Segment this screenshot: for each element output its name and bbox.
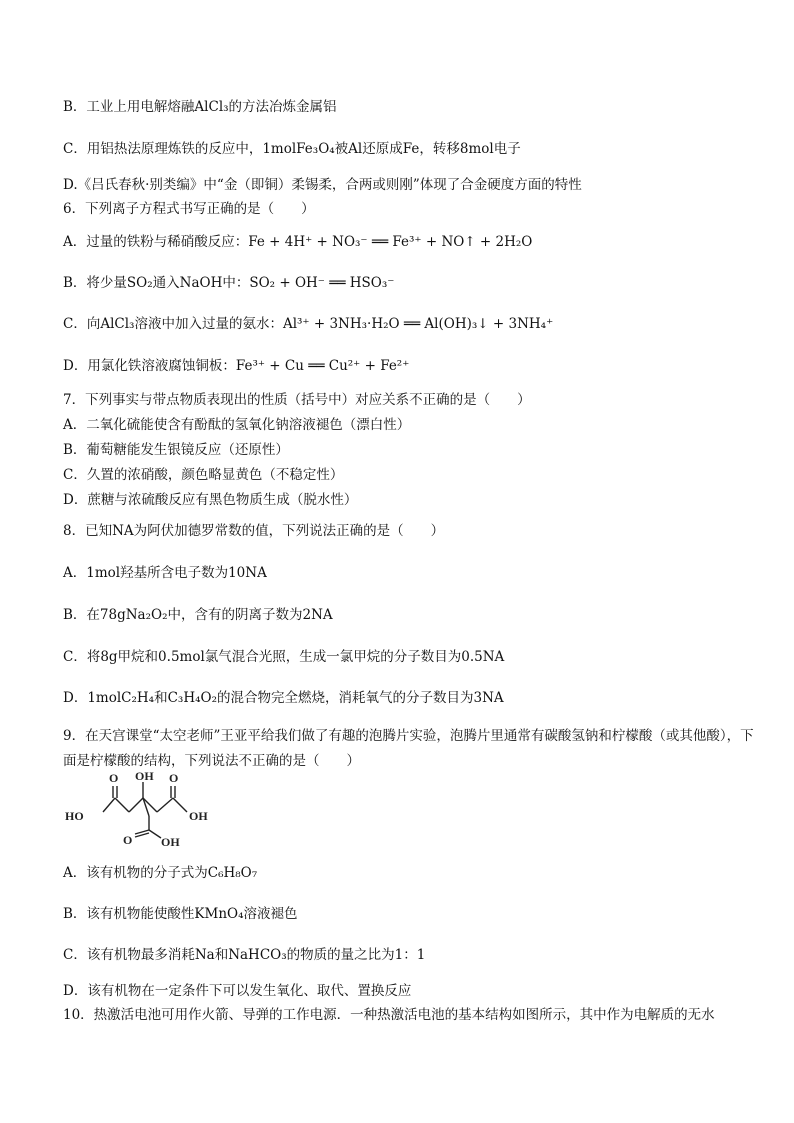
question-7: 7．下列事实与带点物质表现出的性质（括号中）对应关系不正确的是（ ） xyxy=(63,392,531,408)
mol-o-bottom: O xyxy=(123,833,133,847)
option-9d: D．该有机物在一定条件下可以发生氧化、取代、置换反应 xyxy=(63,983,412,999)
option-9b: B．该有机物能使酸性KMnO₄溶液褪色 xyxy=(63,906,298,922)
option-9c: C．该有机物最多消耗Na和NaHCO₃的物质的量之比为1：1 xyxy=(63,947,426,963)
mol-o-right: O xyxy=(169,771,179,785)
option-6a: A．过量的铁粉与稀硝酸反应：Fe + 4H⁺ + NO₃⁻ ══ Fe³⁺ + NO↑ + 2H₂O xyxy=(63,234,533,250)
option-5c: C．用铝热法原理炼铁的反应中，1molFe₃O₄被Al还原成Fe，转移8mol电子 xyxy=(63,141,521,157)
option-6c: C．向AlCl₃溶液中加入过量的氨水：Al³⁺ + 3NH₃·H₂O ══ Al(OH)₃↓ + 3NH₄⁺ xyxy=(63,316,554,332)
option-8c: C．将8g甲烷和0.5mol氯气混合光照，生成一氯甲烷的分子数目为0.5NA xyxy=(63,649,505,665)
option-5b: B．工业上用电解熔融AlCl₃的方法冶炼金属铝 xyxy=(63,99,337,115)
mol-o-left: O xyxy=(109,771,119,785)
mol-ho-left: HO xyxy=(65,809,84,823)
question-8: 8．已知NA为阿伏加德罗常数的值，下列说法正确的是（ ） xyxy=(63,523,445,539)
question-6: 6．下列离子方程式书写正确的是（ ） xyxy=(63,201,315,217)
option-9a: A．该有机物的分子式为C₆H₈O₇ xyxy=(63,865,258,881)
question-10: 10．热激活电池可用作火箭、导弹的工作电源．一种热激活电池的基本结构如图所示，其中作为电解质的无水 xyxy=(63,1007,715,1023)
question-9: 9．在天宫课堂“太空老师”王亚平给我们做了有趣的泡腾片实验，泡腾片里通常有碳酸氢钠和柠檬酸（或其他酸），下面是柠檬酸的结构，下列说法不正确的是（ ） xyxy=(63,728,754,769)
option-6d: D．用氯化铁溶液腐蚀铜板：Fe³⁺ + Cu ══ Cu²⁺ + Fe²⁺ xyxy=(63,358,410,374)
option-7c: C．久置的浓硝酸，颜色略显黄色（不稳定性） xyxy=(63,467,344,483)
mol-oh-top: OH xyxy=(135,769,154,783)
mol-oh-bottom: OH xyxy=(161,835,180,849)
option-7b: B．葡萄糖能发生银镜反应（还原性） xyxy=(63,442,289,458)
citric-acid-structure xyxy=(63,768,243,852)
option-8a: A．1mol羟基所含电子数为10NA xyxy=(63,565,267,581)
option-7d: D．蔗糖与浓硫酸反应有黑色物质生成（脱水性） xyxy=(63,492,358,508)
option-8b: B．在78gNa₂O₂中，含有的阴离子数为2NA xyxy=(63,607,333,623)
option-8d: D．1molC₂H₄和C₃H₄O₂的混合物完全燃烧，消耗氧气的分子数目为3NA xyxy=(63,690,504,706)
option-6b: B．将少量SO₂通入NaOH中：SO₂ + OH⁻ ══ HSO₃⁻ xyxy=(63,275,395,291)
option-7a: A．二氧化硫能使含有酚酞的氢氧化钠溶液褪色（漂白性） xyxy=(63,417,411,433)
mol-oh-right: OH xyxy=(189,809,208,823)
option-5d: D.《吕氏春秋·别类编》中“金（即铜）柔锡柔，合两或则刚”体现了合金硬度方面的特性 xyxy=(63,177,582,193)
